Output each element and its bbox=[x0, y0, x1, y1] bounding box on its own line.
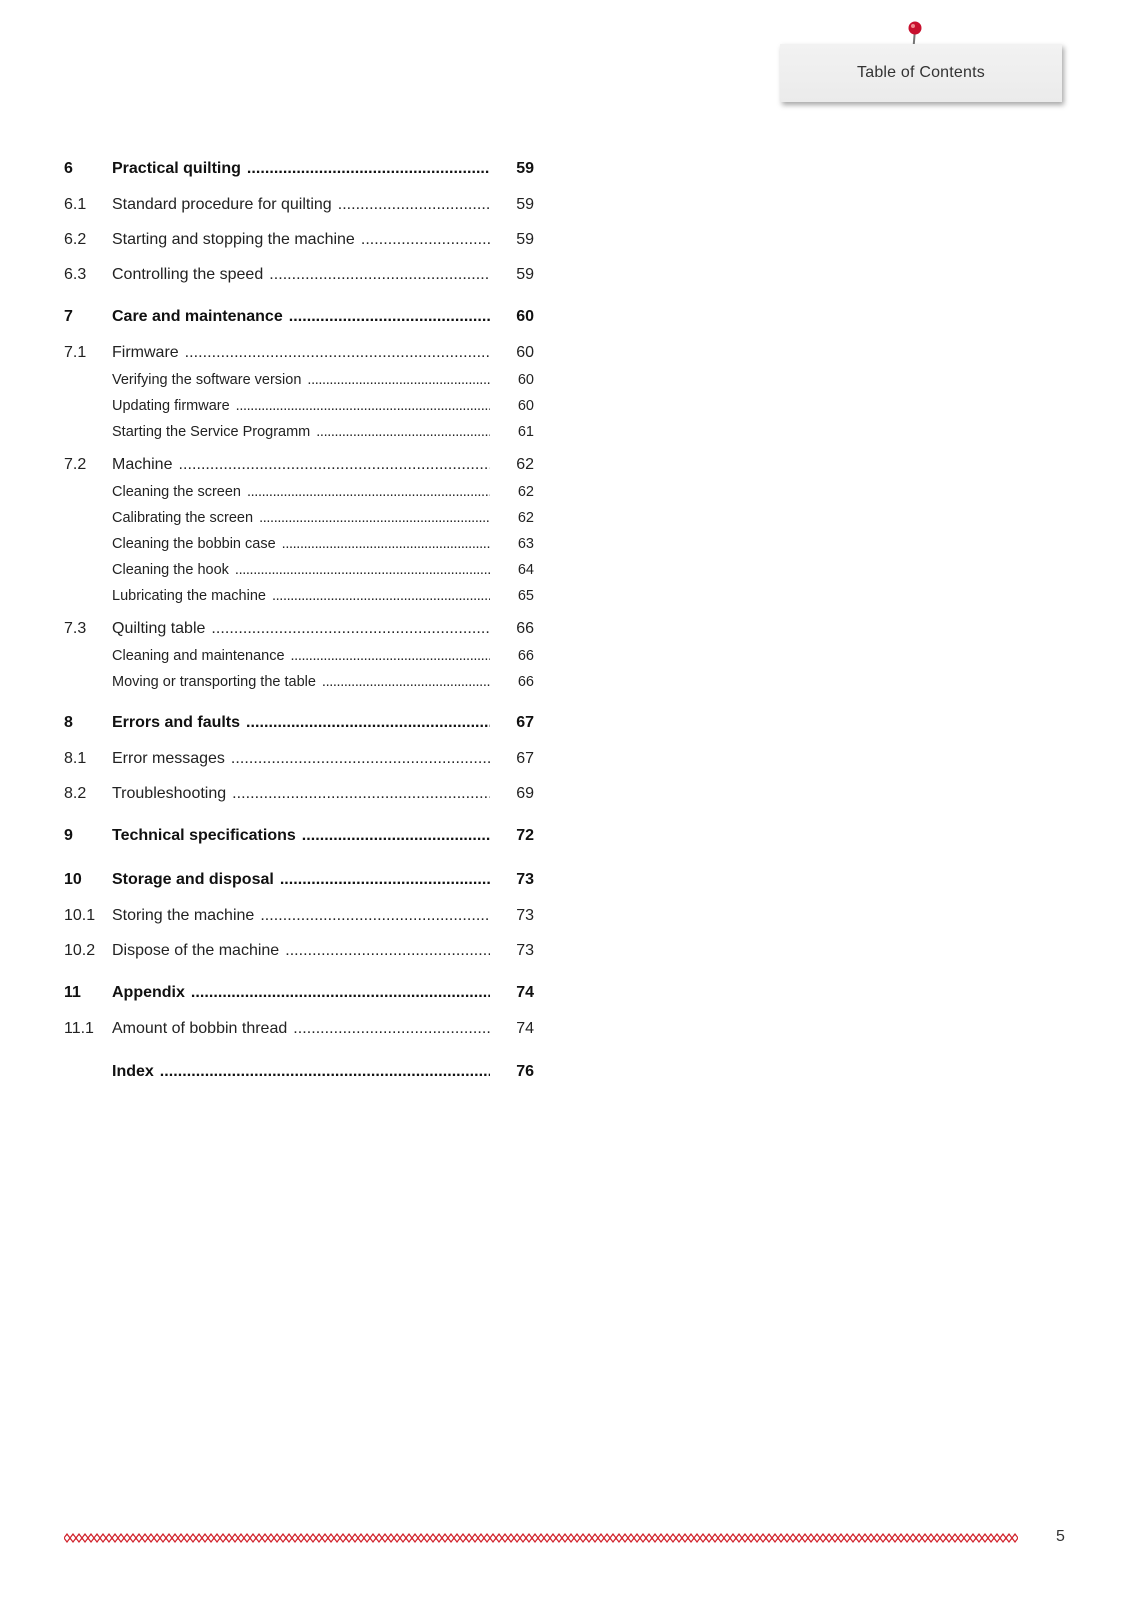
toc-entry[interactable] bbox=[64, 674, 534, 698]
dot-leader bbox=[338, 196, 490, 214]
toc-entry[interactable] bbox=[64, 231, 534, 255]
dot-leader bbox=[269, 266, 490, 284]
section-tab bbox=[780, 44, 1062, 102]
toc-entry-page: 72 bbox=[516, 827, 534, 844]
dot-leader bbox=[280, 871, 490, 889]
dot-leader bbox=[236, 398, 490, 414]
toc-entry-number: 8.1 bbox=[64, 750, 87, 767]
toc-entry-page: 73 bbox=[516, 907, 534, 924]
toc-entry-page: 60 bbox=[517, 372, 534, 388]
toc-entry-title: Cleaning the screen bbox=[112, 484, 241, 500]
dot-leader bbox=[246, 714, 490, 732]
dot-leader bbox=[291, 648, 490, 664]
dot-leader bbox=[272, 588, 490, 604]
dot-leader bbox=[247, 484, 490, 500]
toc-entry-page: 59 bbox=[516, 160, 534, 177]
toc-entry-title: Storage and disposal bbox=[112, 871, 274, 888]
toc-entry[interactable] bbox=[64, 196, 534, 220]
toc-entry-page: 64 bbox=[517, 562, 534, 578]
toc-entry-page: 69 bbox=[516, 785, 534, 802]
toc-entry-title: Lubricating the machine bbox=[112, 588, 266, 604]
toc-entry-page: 76 bbox=[516, 1063, 534, 1080]
toc-entry[interactable] bbox=[64, 308, 534, 332]
toc-entry-page: 59 bbox=[516, 196, 534, 213]
toc-entry-page: 66 bbox=[517, 674, 534, 690]
toc-entry-title: Index bbox=[112, 1063, 154, 1080]
toc-entry-page: 60 bbox=[516, 344, 534, 361]
toc-entry[interactable] bbox=[64, 648, 534, 672]
dot-leader bbox=[307, 372, 490, 388]
toc-entry-number: 6.3 bbox=[64, 266, 87, 283]
toc-entry-page: 63 bbox=[517, 536, 534, 552]
toc-entry[interactable] bbox=[64, 456, 534, 480]
toc-entry[interactable] bbox=[64, 871, 534, 895]
dot-leader bbox=[361, 231, 490, 249]
toc-entry[interactable] bbox=[64, 484, 534, 508]
toc-entry-number: 7.3 bbox=[64, 620, 87, 637]
toc-entry-page: 73 bbox=[516, 942, 534, 959]
toc-entry[interactable] bbox=[64, 1020, 534, 1044]
dot-leader bbox=[293, 1020, 490, 1038]
toc-entry-page: 62 bbox=[517, 510, 534, 526]
toc-entry-number: 6 bbox=[64, 160, 73, 177]
toc-entry-page: 74 bbox=[516, 984, 534, 1001]
toc-entry-title: Cleaning and maintenance bbox=[112, 648, 285, 664]
dot-leader bbox=[160, 1063, 490, 1081]
toc-entry-page: 66 bbox=[517, 648, 534, 664]
toc-entry-title: Cleaning the hook bbox=[112, 562, 229, 578]
toc-entry-page: 62 bbox=[517, 484, 534, 500]
toc-entry[interactable] bbox=[64, 588, 534, 612]
dot-leader bbox=[316, 424, 490, 440]
toc-entry-title: Cleaning the bobbin case bbox=[112, 536, 276, 552]
dot-leader bbox=[322, 674, 490, 690]
toc-entry-number: 7.2 bbox=[64, 456, 87, 473]
zigzag-border bbox=[64, 1532, 1018, 1544]
toc-entry-title: Appendix bbox=[112, 984, 185, 1001]
dot-leader bbox=[211, 620, 490, 638]
toc-entry-number: 8 bbox=[64, 714, 73, 731]
toc-entry[interactable] bbox=[64, 562, 534, 586]
toc-entry-title: Troubleshooting bbox=[112, 785, 227, 802]
toc-entry[interactable] bbox=[64, 907, 534, 931]
dot-leader bbox=[191, 984, 490, 1002]
toc-entry-page: 61 bbox=[517, 424, 534, 440]
toc-entry-page: 67 bbox=[516, 750, 534, 767]
toc-entry-number: 8.2 bbox=[64, 785, 87, 802]
toc-entry-number: 7.1 bbox=[64, 344, 87, 361]
dot-leader bbox=[302, 827, 490, 845]
toc-entry-title: Standard procedure for quilting bbox=[112, 196, 332, 213]
toc-entry-title: Calibrating the screen bbox=[112, 510, 254, 526]
toc-entry-number: 10.1 bbox=[64, 907, 96, 924]
toc-entry-page: 59 bbox=[516, 231, 534, 248]
toc-entry[interactable] bbox=[64, 266, 534, 290]
toc-entry-title: Controlling the speed bbox=[112, 266, 264, 283]
section-tab-label: Table of Contents bbox=[857, 64, 985, 81]
toc-entry[interactable] bbox=[64, 424, 534, 448]
toc-entry-title: Firmware bbox=[112, 344, 179, 361]
toc-entry-title: Updating firmware bbox=[112, 398, 230, 414]
toc-entry-page: 67 bbox=[516, 714, 534, 731]
dot-leader bbox=[260, 907, 490, 925]
toc-entry[interactable] bbox=[64, 714, 534, 738]
toc-entry-title: Error messages bbox=[112, 750, 225, 767]
dot-leader bbox=[235, 562, 490, 578]
toc-entry-title: Moving or transporting the table bbox=[112, 674, 316, 690]
toc-entry-title: Errors and faults bbox=[112, 714, 241, 731]
toc-entry[interactable] bbox=[64, 536, 534, 560]
toc-entry[interactable] bbox=[64, 160, 534, 184]
toc-entry[interactable] bbox=[64, 510, 534, 534]
dot-leader bbox=[231, 750, 490, 768]
toc-entry-number: 11.1 bbox=[64, 1020, 94, 1037]
dot-leader bbox=[289, 308, 490, 326]
toc-entry-title: Storing the machine bbox=[112, 907, 255, 924]
toc-entry-page: 65 bbox=[517, 588, 534, 604]
toc-entry-number: 6.2 bbox=[64, 231, 87, 248]
toc-entry-title: Amount of bobbin thread bbox=[112, 1020, 288, 1037]
toc-entry-page: 66 bbox=[516, 620, 534, 637]
page-number: 5 bbox=[1056, 1528, 1065, 1545]
dot-leader bbox=[259, 510, 490, 526]
toc-entry-page: 74 bbox=[516, 1020, 534, 1037]
toc-entry-title: Quilting table bbox=[112, 620, 206, 637]
toc-entry[interactable] bbox=[64, 1063, 534, 1087]
dot-leader bbox=[178, 456, 490, 474]
toc-entry[interactable] bbox=[64, 942, 534, 966]
toc-entry[interactable] bbox=[64, 344, 534, 368]
toc-entry[interactable] bbox=[64, 372, 534, 396]
toc-entry[interactable] bbox=[64, 785, 534, 809]
toc-entry[interactable] bbox=[64, 750, 534, 774]
toc-entry-number: 10.2 bbox=[64, 942, 96, 959]
toc-entry[interactable] bbox=[64, 398, 534, 422]
toc-entry-number: 7 bbox=[64, 308, 73, 325]
toc-entry-number: 11 bbox=[64, 984, 81, 1001]
toc-entry-title: Technical specifications bbox=[112, 827, 296, 844]
toc-entry-page: 73 bbox=[516, 871, 534, 888]
toc-entry-title: Starting and stopping the machine bbox=[112, 231, 355, 248]
toc-entry[interactable] bbox=[64, 984, 534, 1008]
toc-entry-title: Dispose of the machine bbox=[112, 942, 280, 959]
dot-leader bbox=[185, 344, 490, 362]
toc-entry-title: Verifying the software version bbox=[112, 372, 302, 388]
dot-leader bbox=[285, 942, 490, 960]
toc-entry-number: 10 bbox=[64, 871, 82, 888]
toc-entry-page: 62 bbox=[516, 456, 534, 473]
toc-entry-title: Care and maintenance bbox=[112, 308, 283, 325]
toc-entry[interactable] bbox=[64, 827, 534, 851]
toc-entry-number: 6.1 bbox=[64, 196, 87, 213]
toc-entry-title: Starting the Service Programm bbox=[112, 424, 311, 440]
dot-leader bbox=[232, 785, 490, 803]
toc-entry-page: 59 bbox=[516, 266, 534, 283]
toc-entry-number: 9 bbox=[64, 827, 73, 844]
toc-entry[interactable] bbox=[64, 620, 534, 644]
toc-entry-page: 60 bbox=[516, 308, 534, 325]
dot-leader bbox=[282, 536, 490, 552]
toc-entry-page: 60 bbox=[517, 398, 534, 414]
toc-entry-title: Machine bbox=[112, 456, 173, 473]
dot-leader bbox=[247, 160, 490, 178]
toc-entry-title: Practical quilting bbox=[112, 160, 241, 177]
